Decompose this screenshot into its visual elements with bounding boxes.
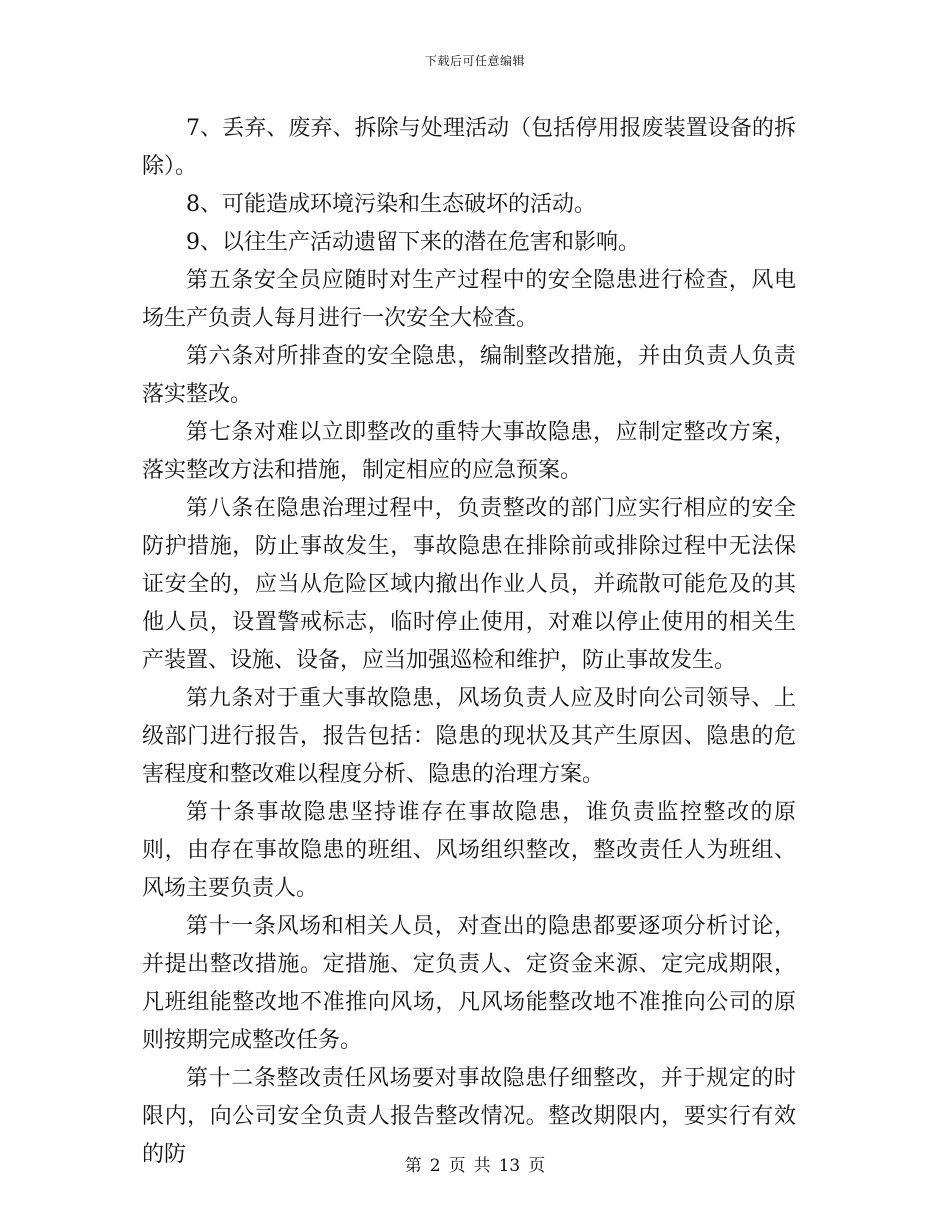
paragraph-item-8: 8、可能造成环境污染和生态破坏的活动。	[186, 192, 596, 217]
footer-page-unit: 页	[448, 1156, 466, 1176]
footer-page-word: 第	[404, 1156, 422, 1176]
document-body	[142, 110, 796, 1174]
paragraph-item-7: 7、丢弃、废弃、拆除与处理活动（包括停用报废装置设备的拆除）。	[142, 116, 796, 179]
paragraph-item-9: 9、以往生产活动遗留下来的潜在危害和影响。	[186, 230, 640, 255]
paragraph-article-5: 第五条安全员应随时对生产过程中的安全隐患进行检查，风电场生产负责人每月进行一次安全大检查。	[142, 268, 796, 331]
paragraph-article-12: 第十二条整改责任风场要对事故隐患仔细整改，并于规定的时限内，向公司安全负责人报告整改情况。整改期限内，要实行有效的防	[142, 1066, 796, 1167]
footer-total-word: 共	[473, 1156, 491, 1176]
paragraph-article-7: 第七条对难以立即整改的重特大事故隐患，应制定整改方案，落实整改方法和措施，制定相应的应急预案。	[142, 420, 796, 483]
footer-current-page: 2	[429, 1156, 441, 1176]
paragraph-article-11: 第十一条风场和相关人员，对查出的隐患都要逐项分析讨论，并提出整改措施。定措施、定负责人、定资金来源、定完成期限，凡班组能整改地不准推向风场，凡风场能整改地不准推向公司的原则按期完成整改任务。	[142, 914, 796, 1053]
paragraph-article-6: 第六条对所排查的安全隐患，编制整改措施，并由负责人负责落实整改。	[142, 344, 796, 407]
footer-total-unit: 页	[528, 1156, 546, 1176]
paragraph-article-8: 第八条在隐患治理过程中，负责整改的部门应实行相应的安全防护措施，防止事故发生，事故隐患在排除前或排除过程中无法保证安全的，应当从危险区域内撤出作业人员，并疏散可能危及的其他人员，设置警戒标志，临时停止使用，对难以停止使用的相关生产装置、设施、设备，应当加强巡检和维护，防止事故发生。	[142, 496, 796, 673]
footer-total-pages: 13	[498, 1156, 521, 1176]
paragraph-article-10: 第十条事故隐患坚持谁存在事故隐患，谁负责监控整改的原则，由存在事故隐患的班组、风场组织整改，整改责任人为班组、风场主要负责人。	[142, 800, 796, 901]
paragraph-article-9: 第九条对于重大事故隐患，风场负责人应及时向公司领导、上级部门进行报告，报告包括：隐患的现状及其产生原因、隐患的危害程度和整改难以程度分析、隐患的治理方案。	[142, 686, 796, 787]
page-footer	[0, 1155, 950, 1177]
page-header: 下载后可任意编辑	[424, 54, 525, 68]
